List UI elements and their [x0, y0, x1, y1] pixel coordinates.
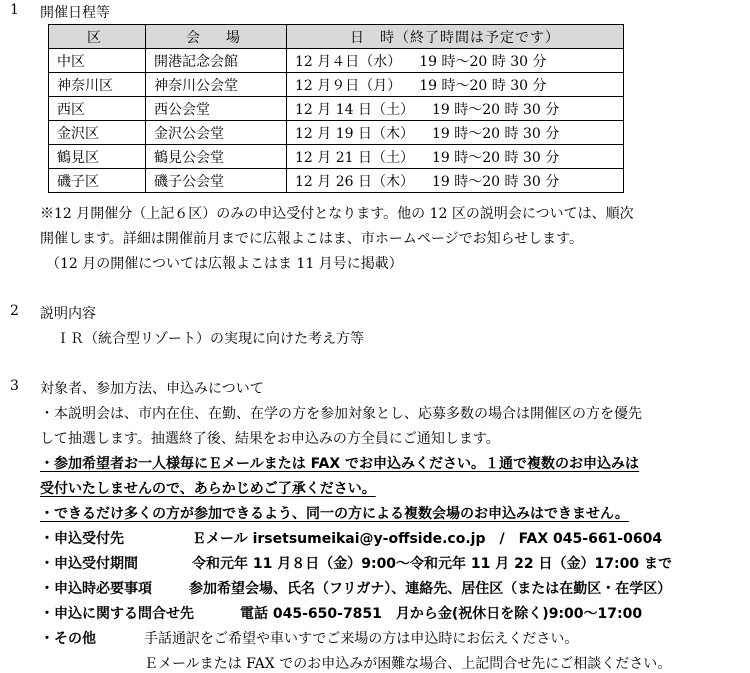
bold-notice-1-line2: 受付いたしませんので、あらかじめご了承ください。 — [40, 481, 376, 497]
schedule-table — [48, 24, 624, 193]
info-value: 参加希望会場、氏名（フリガナ）、連絡先、居住区（または在勤区・在学区） — [189, 581, 672, 597]
note-line-3: （12 月の開催については広報よこはま 11 月号に掲載） — [46, 256, 403, 272]
time-text: 19 時～20 時 30 分 — [431, 101, 560, 118]
venue-cell: 西公会堂 — [146, 97, 287, 121]
header-ward: 区 — [49, 25, 146, 49]
ward-cell: 中区 — [49, 49, 146, 73]
datetime-cell — [287, 73, 624, 97]
info-label: ・申込受付先 — [40, 531, 124, 547]
ward-cell: 鶴見区 — [49, 145, 146, 169]
ward-cell: 磯子区 — [49, 169, 146, 193]
table-header-row — [49, 25, 624, 49]
header-venue: 会 場 — [146, 25, 287, 49]
bold-notice-2: ・できるだけ多くの方が参加できるよう、同一の方による複数会場のお申込みはできません。 — [40, 506, 629, 522]
venue-cell: 金沢公会堂 — [146, 121, 287, 145]
ward-cell: 西区 — [49, 97, 146, 121]
table-row — [49, 49, 624, 73]
time-text: 19 時～20 時 30 分 — [431, 125, 560, 142]
info-label: ・申込に関する問合せ先 — [40, 606, 194, 622]
venue-cell: 鶴見公会堂 — [146, 145, 287, 169]
info-value: 手話通訳をご希望や車いすでご来場の方は申込時にお伝えください。 — [144, 631, 579, 647]
other-line-2: Ｅメールまたは FAX でのお申込みが困難な場合、上記問合せ先にご相談ください。 — [144, 656, 672, 672]
info-value: 電話 045-650-7851 月から金(祝休日を除く)9:00～17:00 — [240, 606, 643, 622]
date-text: 12 月９日（月） — [295, 77, 402, 94]
info-label: ・その他 — [40, 631, 96, 647]
info-value: Ｅメール irsetsumeikai@y-offside.co.jp / FAX 045-661-0604 — [192, 531, 663, 547]
section3-number: 3 — [10, 378, 19, 394]
table-row — [49, 97, 624, 121]
section2-body: ＩＲ（統合型リゾート）の実現に向けた考え方等 — [56, 331, 364, 347]
datetime-cell — [287, 121, 624, 145]
date-text: 12 月 19 日（木） — [295, 125, 414, 142]
date-text: 12 月４日（水） — [295, 53, 402, 70]
time-text: 19 時～20 時 30 分 — [419, 77, 547, 94]
venue-cell: 開港記念会館 — [146, 49, 287, 73]
ward-cell: 神奈川区 — [49, 73, 146, 97]
bold-notice-1-line1: ・参加希望者お一人様毎にＥメールまたは FAX でお申込みください。１通で複数のお申込みは — [40, 456, 640, 472]
date-text: 12 月 21 日（土） — [295, 149, 414, 166]
datetime-cell — [287, 97, 624, 121]
table-row — [49, 73, 624, 97]
ward-cell: 金沢区 — [49, 121, 146, 145]
section3-title: 対象者、参加方法、申込みについて — [40, 381, 264, 397]
venue-cell: 磯子公会堂 — [146, 169, 287, 193]
info-value: 令和元年 11 月８日（金）9:00～令和元年 11 月 22 日（金）17:00 まで — [192, 556, 672, 572]
table-row — [49, 145, 624, 169]
time-text: 19 時～20 時 30 分 — [431, 173, 560, 190]
para1-line1: ・本説明会は、市内在住、在勤、在学の方を参加対象とし、応募多数の場合は開催区の方を優先 — [40, 406, 642, 422]
note-line-2: 開催します。詳細は開催前月までに広報よこはま、市ホームページでお知らせします。 — [40, 231, 584, 247]
info-label: ・申込時必要事項 — [40, 581, 152, 597]
info-label: ・申込受付期間 — [40, 556, 138, 572]
venue-cell: 神奈川公会堂 — [146, 73, 287, 97]
time-text: 19 時～20 時 30 分 — [431, 149, 560, 166]
date-text: 12 月 14 日（土） — [295, 101, 414, 118]
datetime-cell — [287, 145, 624, 169]
section2-number: 2 — [10, 303, 19, 319]
date-text: 12 月 26 日（木） — [295, 173, 414, 190]
note-line-1: ※12 月開催分（上記６区）のみの申込受付となります。他の 12 区の説明会については、順次 — [40, 206, 634, 222]
section1-number: 1 — [10, 2, 19, 18]
datetime-cell — [287, 169, 624, 193]
header-datetime: 日 時（終了時間は予定です） — [287, 25, 624, 49]
time-text: 19 時～20 時 30 分 — [419, 53, 547, 70]
section1-title: 開催日程等 — [40, 5, 110, 21]
table-row — [49, 169, 624, 193]
para1-line2: して抽選します。抽選終了後、結果をお申込みの方全員にご通知します。 — [40, 431, 500, 447]
datetime-cell — [287, 49, 624, 73]
section2-title: 説明内容 — [40, 306, 96, 322]
table-row — [49, 121, 624, 145]
